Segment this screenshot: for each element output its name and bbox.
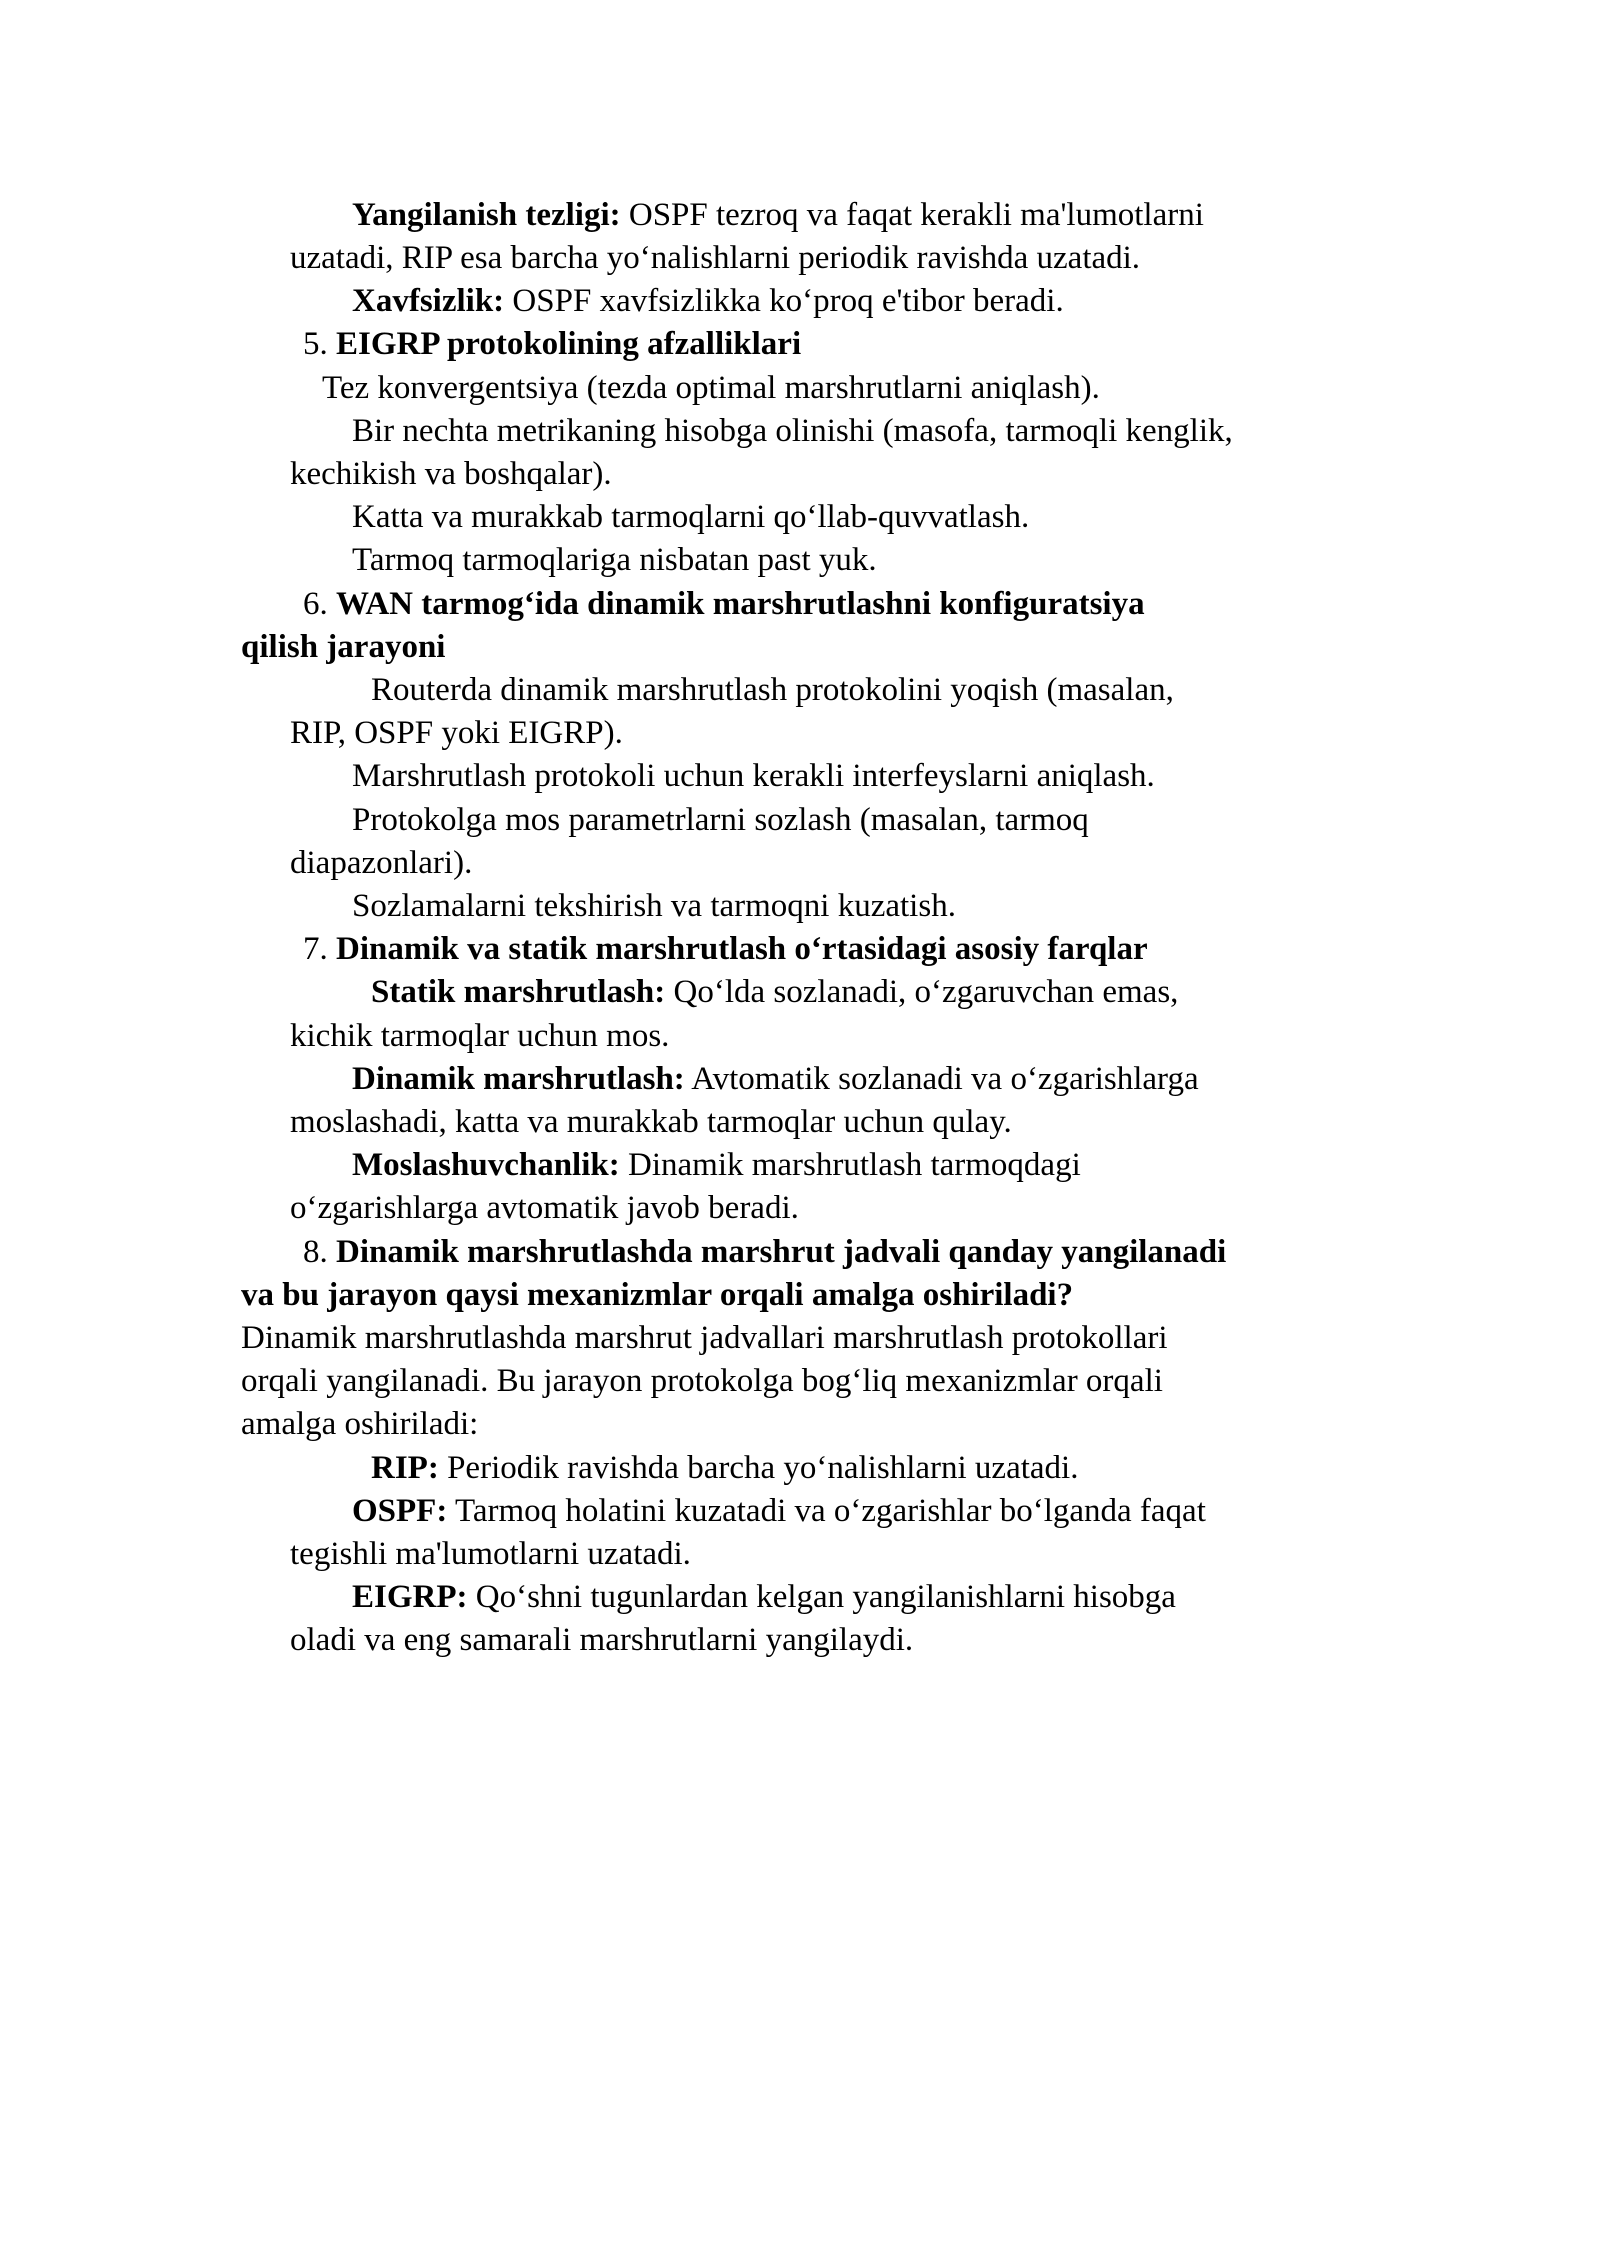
term-label: Dinamik marshrutlash:: [352, 1061, 685, 1097]
line-text: Katta va murakkab tarmoqlarni qo‘llab-quvvatlash.: [352, 499, 1030, 535]
text-line: [290, 1015, 669, 1058]
line-text: Tez konvergentsiya (tezda optimal marshrutlarni aniqlash).: [322, 370, 1100, 406]
line-text: kechikish va boshqalar).: [290, 456, 612, 492]
heading-text: EIGRP protokolining afzalliklari: [336, 326, 802, 362]
heading-5: [303, 323, 801, 366]
line-text: Dinamik marshrutlash tarmoqdagi: [619, 1147, 1081, 1183]
term-label: RIP:: [371, 1450, 439, 1486]
term-label: Statik marshrutlash:: [371, 974, 666, 1010]
line-text: uzatadi, RIP esa barcha yo‘nalishlarni periodik ravishda uzatadi.: [290, 240, 1141, 276]
line-text: Sozlamalarni tekshirish va tarmoqni kuzatish.: [352, 888, 956, 924]
term-label: Moslashuvchanlik:: [352, 1147, 620, 1183]
list-number: 5.: [303, 326, 336, 362]
text-line: [290, 237, 1140, 280]
line-text: orqali yangilanadi. Bu jarayon protokolga bog‘liq mexanizmlar orqali: [241, 1363, 1163, 1399]
heading-8-cont: [241, 1274, 1073, 1317]
text-line: [352, 539, 877, 582]
line-text: Dinamik marshrutlashda marshrut jadvallari marshrutlash protokollari: [241, 1320, 1168, 1356]
heading-text: Dinamik marshrutlashda marshrut jadvali qanday yangilanadi: [336, 1234, 1227, 1270]
text-line: [241, 1403, 478, 1446]
text-line: [290, 1187, 799, 1230]
para-moslashuvchanlik: [352, 1144, 1081, 1187]
term-label: EIGRP:: [352, 1579, 468, 1615]
line-text: Qo‘shni tugunlardan kelgan yangilanishlarni hisobga: [467, 1579, 1176, 1615]
para-yangilanish-tezligi: [352, 194, 1204, 237]
term-label: Yangilanish tezligi:: [352, 197, 621, 233]
text-line: [290, 1101, 1012, 1144]
term-label: OSPF:: [352, 1493, 448, 1529]
line-text: Bir nechta metrikaning hisobga olinishi (masofa, tarmoqli kenglik,: [352, 413, 1233, 449]
heading-6: [303, 583, 1145, 626]
line-text: RIP, OSPF yoki EIGRP).: [290, 715, 623, 751]
line-text: Avtomatik sozlanadi va o‘zgarishlarga: [684, 1061, 1199, 1097]
line-text: OSPF xavfsizlikka ko‘proq e'tibor beradi.: [504, 283, 1064, 319]
line-text: amalga oshiriladi:: [241, 1406, 479, 1442]
text-line: [290, 1619, 913, 1662]
text-line: [290, 453, 612, 496]
line-text: Periodik ravishda barcha yo‘nalishlarni uzatadi.: [438, 1450, 1079, 1486]
text-line: [241, 1317, 1168, 1360]
para-ospf: [352, 1490, 1206, 1533]
heading-8: [303, 1231, 1226, 1274]
text-line: [371, 669, 1174, 712]
line-text: Tarmoq tarmoqlariga nisbatan past yuk.: [352, 542, 877, 578]
text-line: [352, 496, 1029, 539]
line-text: moslashadi, katta va murakkab tarmoqlar uchun qulay.: [290, 1104, 1012, 1140]
heading-text: va bu jarayon qaysi mexanizmlar orqali amalga oshiriladi?: [241, 1277, 1074, 1313]
line-text: Tarmoq holatini kuzatadi va o‘zgarishlar bo‘lganda faqat: [447, 1493, 1206, 1529]
list-number: 7.: [303, 931, 336, 967]
text-line: [352, 755, 1155, 798]
line-text: tegishli ma'lumotlarni uzatadi.: [290, 1536, 691, 1572]
heading-text: WAN tarmog‘ida dinamik marshrutlashni konfiguratsiya: [336, 586, 1145, 622]
line-text: kichik tarmoqlar uchun mos.: [290, 1018, 670, 1054]
line-text: oladi va eng samarali marshrutlarni yangilaydi.: [290, 1622, 914, 1658]
line-text: OSPF tezroq va faqat kerakli ma'lumotlarni: [620, 197, 1204, 233]
text-line: [241, 1360, 1163, 1403]
heading-6-cont: [241, 626, 445, 669]
line-text: o‘zgarishlarga avtomatik javob beradi.: [290, 1190, 799, 1226]
heading-text: qilish jarayoni: [241, 629, 446, 665]
list-number: 8.: [303, 1234, 336, 1270]
para-statik: [371, 971, 1178, 1014]
line-text: Protokolga mos parametrlarni sozlash (masalan, tarmoq: [352, 802, 1089, 838]
para-dinamik: [352, 1058, 1199, 1101]
line-text: diapazonlari).: [290, 845, 473, 881]
heading-7: [303, 928, 1148, 971]
text-line: [352, 410, 1233, 453]
line-text: Routerda dinamik marshrutlash protokolini yoqish (masalan,: [371, 672, 1174, 708]
para-xavfsizlik: [352, 280, 1064, 323]
list-number: 6.: [303, 586, 336, 622]
text-line: [322, 367, 1100, 410]
text-line: [290, 1533, 691, 1576]
text-line: [352, 799, 1089, 842]
text-line: [352, 885, 956, 928]
para-eigrp: [352, 1576, 1176, 1619]
line-text: Marshrutlash protokoli uchun kerakli interfeyslarni aniqlash.: [352, 758, 1155, 794]
text-line: [290, 712, 623, 755]
term-label: Xavfsizlik:: [352, 283, 505, 319]
para-rip: [371, 1447, 1078, 1490]
line-text: Qo‘lda sozlanadi, o‘zgaruvchan emas,: [665, 974, 1179, 1010]
text-line: [290, 842, 472, 885]
heading-text: Dinamik va statik marshrutlash o‘rtasidagi asosiy farqlar: [336, 931, 1148, 967]
